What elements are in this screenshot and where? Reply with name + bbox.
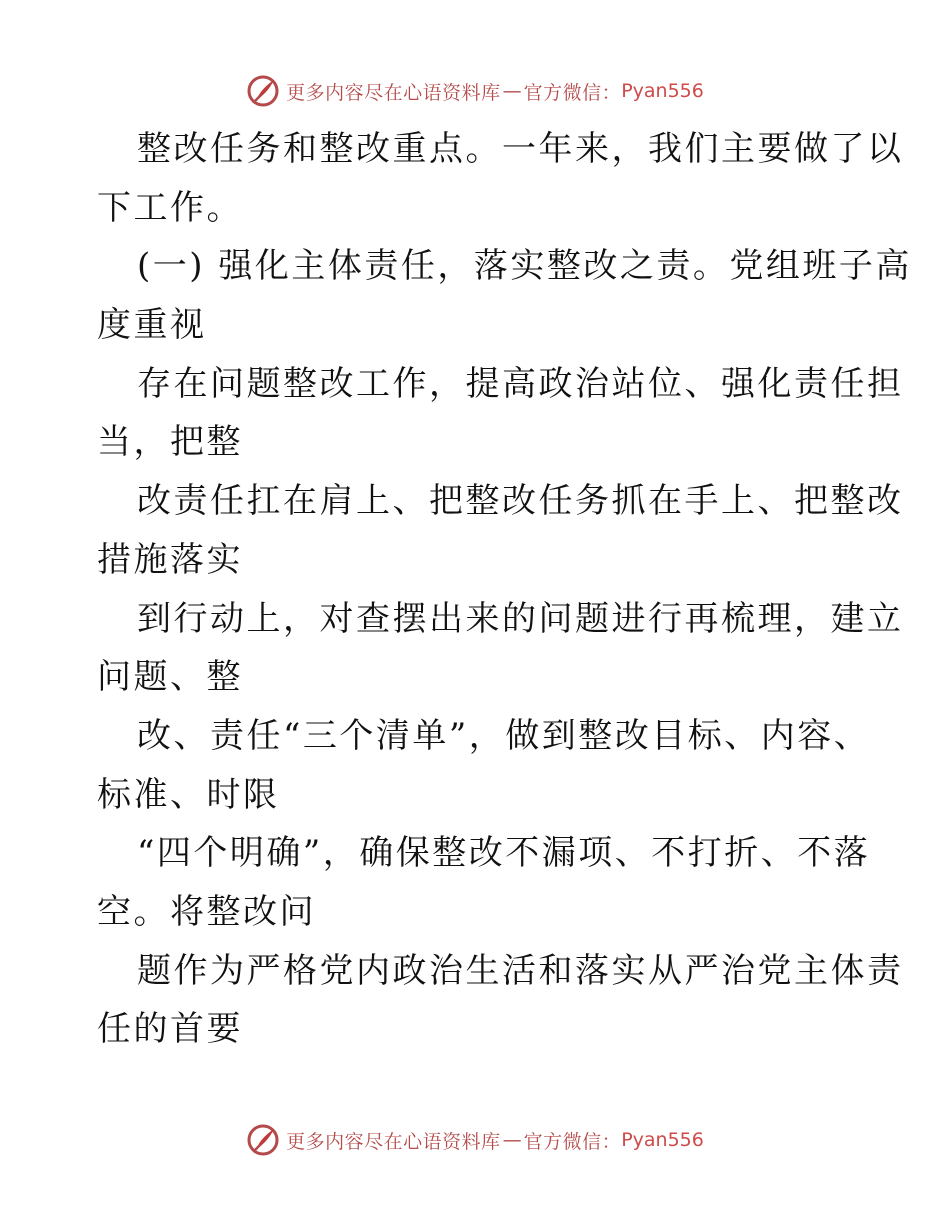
watermark-wechat-label: 官方微信： (523, 81, 622, 104)
feather-pen-logo-icon (246, 1123, 280, 1157)
text-line: 整改任务和整改重点。一年来，我们主要做了以 (137, 129, 904, 169)
text-line: 题作为严格党内政治生活和落实从严治党主体责 (137, 950, 904, 991)
text-line: “四个明确”，确保整改不漏项、不打折、不落 (137, 833, 871, 874)
text-line: 措施落实 (97, 539, 243, 580)
text-line: 到行动上，对查摆出来的问题进行再梳理，建立 (137, 598, 904, 639)
body-text (97, 120, 912, 1059)
feather-pen-logo-icon (246, 74, 280, 108)
text-line: 任的首要 (97, 1009, 243, 1050)
text-line: 改、责任“三个清单”，做到整改目标、内容、 (137, 715, 871, 756)
text-line: 度重视 (97, 305, 207, 346)
text-line: 空。将整改问 (97, 891, 316, 932)
footer-watermark (0, 1122, 950, 1158)
text-line: 问题、整 (97, 657, 243, 698)
text-line: 改责任扛在肩上、把整改任务抓在手上、把整改 (137, 481, 904, 522)
watermark-wechat-id: Pyan556 (621, 1129, 704, 1151)
text-line: 下工作。 (97, 187, 243, 228)
text-line: (一) 强化主体责任，落实整改之责。党组班子高 (137, 246, 912, 287)
text-line: 当，把整 (97, 422, 243, 463)
watermark-wechat-label: 官方微信： (523, 1130, 622, 1153)
watermark-text: 更多内容尽在心语资料库 (286, 81, 501, 104)
text-line: 存在问题整改工作，提高政治站位、强化责任担 (137, 363, 904, 404)
header-watermark (0, 73, 950, 109)
watermark-separator: — (502, 80, 522, 102)
text-line: 标准、时限 (97, 774, 280, 815)
watermark-wechat-id: Pyan556 (621, 80, 704, 102)
watermark-text: 更多内容尽在心语资料库 (286, 1130, 501, 1153)
watermark-separator: — (502, 1129, 522, 1151)
